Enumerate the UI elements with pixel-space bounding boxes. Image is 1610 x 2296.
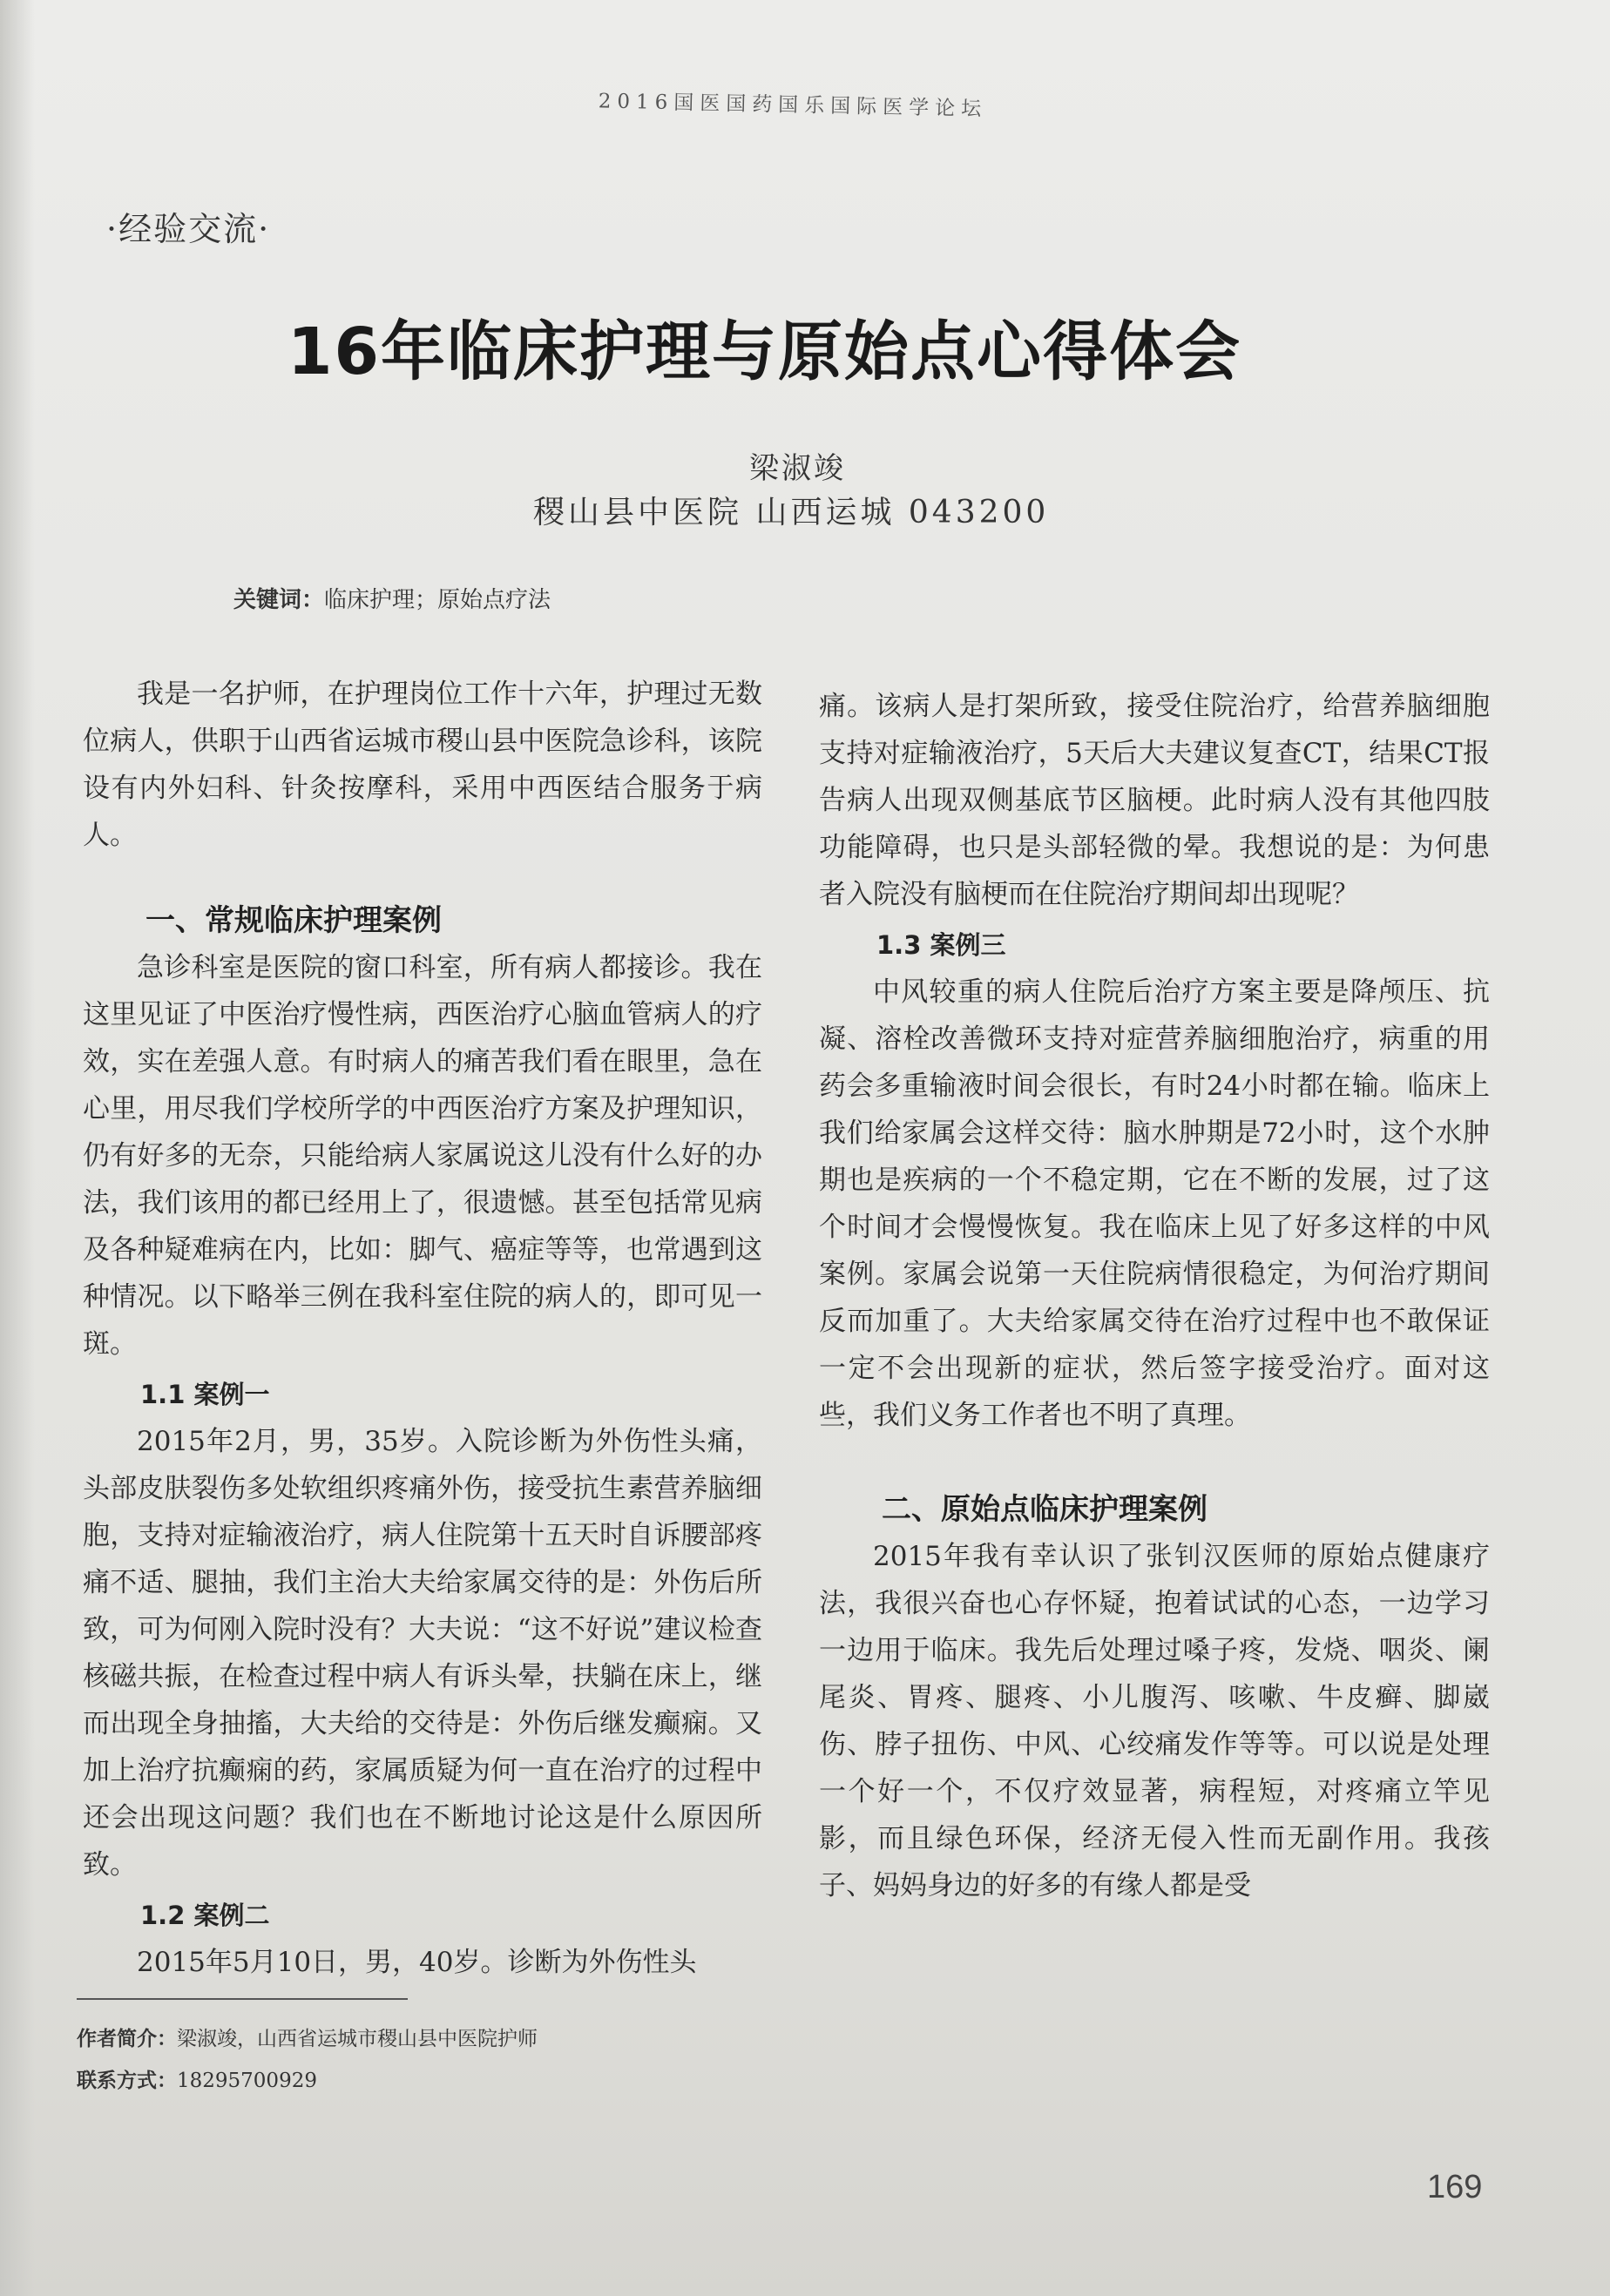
footnote-contact [77,2064,317,2093]
keywords-label: 关键词： [233,587,325,613]
page-number: 169 [1427,2169,1483,2205]
section-tag: ·经验交流· [106,210,271,248]
section2-heading: 二、原始点临床护理案例 [882,1492,1208,1527]
right-column [819,683,1490,1909]
section1-paragraph: 急诊科室是医院的窗口科室，所有病人都接诊。我在这里见证了中医治疗慢性病，西医治疗心脑血管病人的疗效，实在差强人意。有时病人的痛苦我们看在眼里，急在心里，用尽我们学校所学的中西医治疗方案及护理知识，仍有好多的无奈，只能给病人家属说这儿没有什么好的办法，我们该用的都已经用上了，很遗憾。甚至包括常见病及各种疑难病在内，比如：脚气、癌症等等，也常遇到这种情况。以下略举三例在我科室住院的病人的，即可见一斑。 [83,952,762,1360]
case3-paragraph: 中风较重的病人住院后治疗方案主要是降颅压、抗凝、溶栓改善微环支持对症营养脑细胞治疗，病重的用药会多重输液时间会很长，有时24小时都在输。临床上我们给家属会这样交待：脑水肿期是72小时，这个水肿期也是疾病的一个不稳定期，它在不断的发展，过了这个时间才会慢慢恢复。我在临床上见了好多这样的中风案例。家属会说第一天住院病情很稳定，为何治疗期间反而加重了。大夫给家属交待在治疗过程中也不敢保证一定不会出现新的症状，然后签字接受治疗。面对这些，我们义务工作者也不明了真理。 [819,976,1490,1431]
section2-paragraph: 2015年我有幸认识了张钊汉医师的原始点健康疗法，我很兴奋也心存怀疑，抱着试试的心态，一边学习一边用于临床。我先后处理过嗓子疼，发烧、咽炎、阑尾炎、胃疼、腿疼、小儿腹泻、咳嗽、牛皮癣、脚崴伤、脖子扭伤、中风、心绞痛发作等等。可以说是处理一个好一个，不仅疗效显著，病程短，对疼痛立竿见影，而且绿色环保，经济无侵入性而无副作用。我孩子、妈妈身边的好多的有缘人都是受 [819,1541,1490,1901]
case2-paragraph: 2015年5月10日，男，40岁。诊断为外伤性头 [137,1947,697,1978]
case3-heading: 1.3 案例三 [876,930,1006,960]
case1-paragraph: 2015年2月，男，35岁。入院诊断为外伤性头痛，头部皮肤裂伤多处软组织疼痛外伤，接受抗生素营养脑细胞，支持对症输液治疗，病人住院第十五天时自诉腰部疼痛不适、腿抽，我们主治大夫给家属交待的是：外伤后所致，可为何刚入院时没有？大夫说：“这不好说”建议检查核磁共振，在检查过程中病人有诉头晕，扶躺在床上，继而出现全身抽搐，大夫给的交待是：外伤后继发癫痫。又加上治疗抗癫痫的药，家属质疑为何一直在治疗的过程中还会出现这问题？我们也在不断地讨论这是什么原因所致。 [83,1426,762,1881]
article-affiliation: 稷山县中医院 山西运城 043200 [533,495,1050,530]
article-author: 梁淑竣 [749,451,846,486]
running-header: 2016国医国药国乐国际医学论坛 [598,90,988,121]
case1-heading: 1.1 案例一 [140,1380,270,1409]
case2-heading: 1.2 案例二 [140,1901,270,1930]
left-column [83,671,762,1986]
footnote-author-info: 梁淑竣，山西省运城市稷山县中医院护师 [177,2028,538,2050]
footnote-divider [77,1998,408,2000]
footnote-contact-label: 联系方式： [77,2070,177,2092]
footnote-author [77,2023,538,2051]
page-edge-shadow [0,0,35,2296]
footnote-contact-info: 18295700929 [177,2070,317,2092]
keywords-line [233,582,551,614]
article-title: 16年临床护理与原始点心得体会 [288,314,1241,389]
case2-continued-paragraph: 痛。该病人是打架所致，接受住院治疗，给营养脑细胞支持对症输液治疗，5天后大夫建议复查CT，结果CT报告病人出现双侧基底节区脑梗。此时病人没有其他四肢功能障碍，也只是头部轻微的晕。我想说的是：为何患者入院没有脑梗而在住院治疗期间却出现呢？ [819,691,1490,910]
section1-heading: 一、常规临床护理案例 [145,903,442,938]
keywords-value: 临床护理；原始点疗法 [324,587,551,613]
intro-paragraph: 我是一名护师，在护理岗位工作十六年，护理过无数位病人，供职于山西省运城市稷山县中医院急诊科，该院设有内外妇科、针灸按摩科，采用中西医结合服务于病人。 [83,679,762,851]
footnote-author-label: 作者简介： [77,2028,177,2050]
